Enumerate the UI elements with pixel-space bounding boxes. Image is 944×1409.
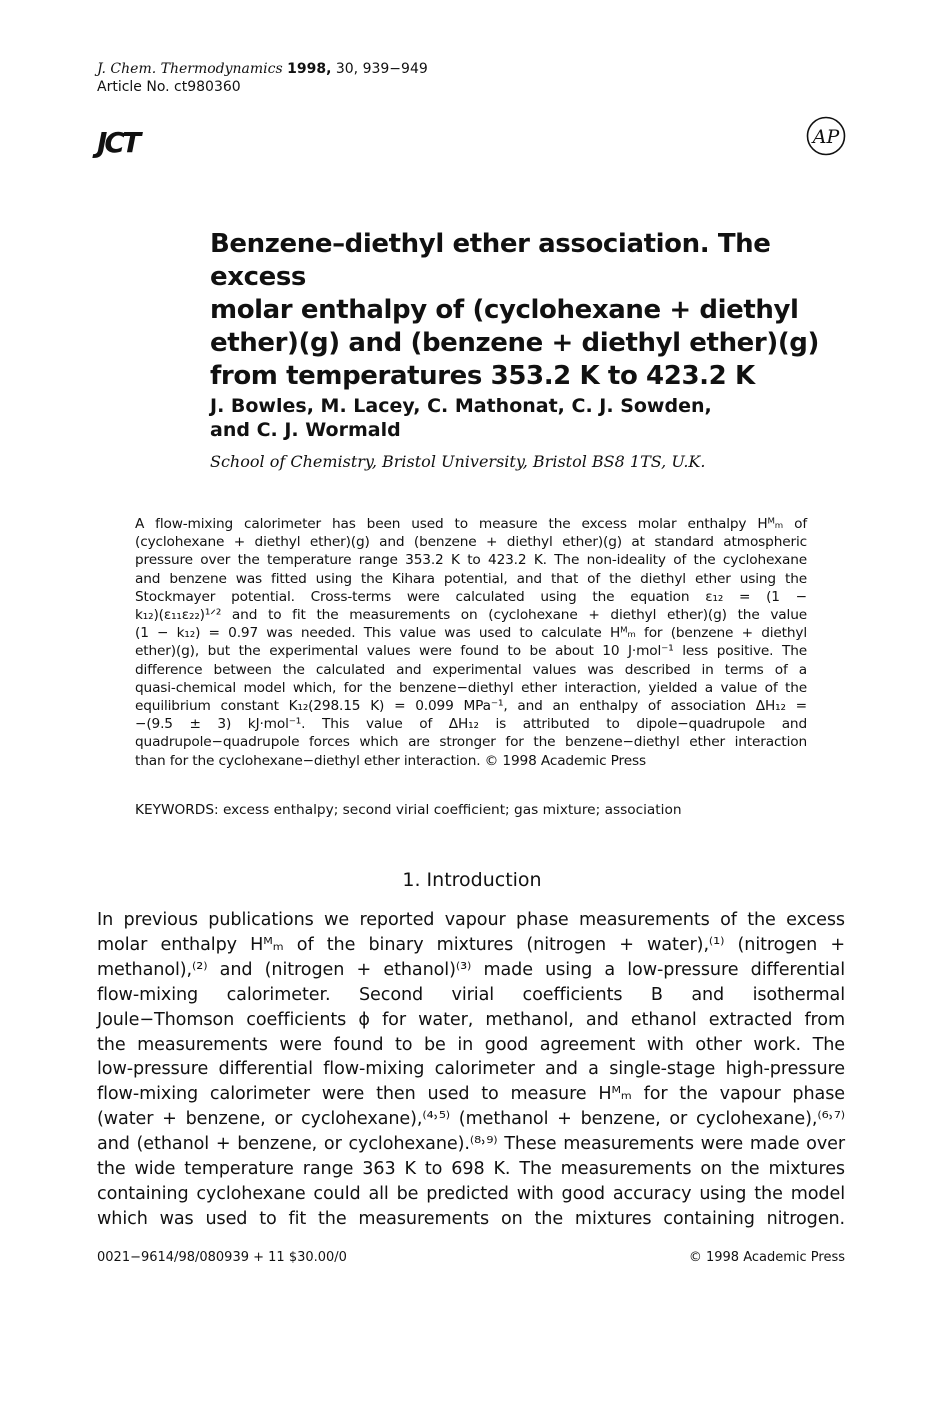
title-line: from temperatures 353.2 K to 423.2 K (210, 361, 755, 391)
body-paragraph (97, 908, 845, 1232)
body-line: the wide temperature range 363 K to 698 K. The measurements on the mixtures (97, 1159, 845, 1180)
body-line: In previous publications we reported vapour phase measurements of the excess (97, 910, 845, 930)
title-line: ether)(g) and (benzene + diethyl ether)(g) (210, 328, 819, 358)
abstract-line: difference between the calculated and experimental values was described in terms of a (135, 661, 807, 678)
body-line: which was used to fit the measurements on the mixtures containing nitrogen. (97, 1208, 845, 1229)
abstract-line: (1 − k₁₂) = 0.97 was needed. This value was used to calculate Hᴹₘ for (benzene + diethyl (135, 625, 807, 642)
section-heading: 1. Introduction (402, 869, 542, 891)
article-title (210, 228, 830, 393)
article-number: Article No. ct980360 (97, 79, 241, 95)
footer-issn-price: 0021−9614/98/080939 + 11 $30.00/0 (97, 1250, 347, 1265)
abstract-line: and benzene was fitted using the Kihara potential, and that of the diethyl ether using the (135, 570, 807, 587)
body-line: containing cyclohexane could all be predicted with good accuracy using the model (97, 1183, 845, 1204)
body-line: flow-mixing calorimeter. Second virial coefficients B and isothermal (97, 984, 845, 1005)
body-line: Joule−Thomson coefficients ϕ for water, methanol, and ethanol extracted from (97, 1009, 845, 1030)
body-line: molar enthalpy Hᴹₘ of the binary mixtures (nitrogen + water),⁽¹⁾ (nitrogen + (97, 934, 845, 955)
author-list (210, 394, 830, 442)
footer-copyright: © 1998 Academic Press (688, 1250, 845, 1265)
body-line: low-pressure differential flow-mixing calorimeter and a single-stage high-pressure (97, 1059, 845, 1080)
abstract-line: pressure over the temperature range 353.2 K to 423.2 K. The non-ideality of the cyclohexane (135, 552, 807, 569)
journal-name: J. Chem. Thermodynamics (97, 61, 283, 77)
abstract-line: ether)(g), but the experimental values were found to be about 10 J·mol⁻¹ less positive. The (135, 643, 807, 660)
publisher-logo-text: AP (812, 126, 840, 148)
abstract-line: equilibrium constant K₁₂(298.15 K) = 0.099 MPa⁻¹, and an enthalpy of association ΔH₁₂ = (135, 698, 807, 715)
abstract-line: k₁₂)(ε₁₁ε₂₂)¹ᐟ² and to fit the measurements on (cyclohexane + diethyl ether)(g) the value (135, 607, 807, 624)
abstract-line: −(9.5 ± 3) kJ·mol⁻¹. This value of ΔH₁₂ is attributed to dipole−quadrupole and (135, 716, 807, 733)
abstract-line: quadrupole−quadrupole forces which are stronger for the benzene−diethyl ether interaction (135, 734, 807, 751)
title-line: molar enthalpy of (cyclohexane + diethyl (210, 295, 799, 325)
journal-citation (97, 60, 428, 96)
abstract-line: quasi-chemical model which, for the benzene−diethyl ether interaction, yielded a value of the (135, 679, 807, 696)
journal-year: 1998, (287, 61, 332, 77)
body-line: and (ethanol + benzene, or cyclohexane).⁽⁸˒⁹⁾ These measurements were made over (97, 1134, 845, 1155)
keywords: KEYWORDS: excess enthalpy; second virial coefficient; gas mixture; association (135, 802, 682, 818)
abstract-line: Stockmayer potential. Cross-terms were calculated using the equation ε₁₂ = (1 − (135, 588, 807, 605)
abstract (135, 515, 807, 770)
abstract-line: than for the cyclohexane−diethyl ether interaction. © 1998 Academic Press (135, 752, 646, 769)
body-line: methanol),⁽²⁾ and (nitrogen + ethanol)⁽³⁾ made using a low-pressure differential (97, 959, 845, 980)
abstract-line: (cyclohexane + diethyl ether)(g) and (benzene + diethyl ether)(g) at standard atmospheric (135, 534, 807, 551)
affiliation: School of Chemistry, Bristol University, Bristol BS8 1TS, U.K. (210, 452, 706, 471)
jct-journal-logo: JCT (97, 126, 139, 159)
title-line: Benzene–diethyl ether association. The excess (210, 229, 771, 292)
journal-volume-pages: 30, 939−949 (331, 61, 428, 77)
authors-line: J. Bowles, M. Lacey, C. Mathonat, C. J. Sowden, (210, 395, 712, 417)
abstract-line: A flow-mixing calorimeter has been used to measure the excess molar enthalpy Hᴹₘ of (135, 516, 807, 532)
academic-press-logo (806, 116, 846, 156)
authors-line: and C. J. Wormald (210, 419, 401, 441)
body-line: the measurements were found to be in good agreement with other work. The (97, 1034, 845, 1055)
body-line: flow-mixing calorimeter were then used to measure Hᴹₘ for the vapour phase (97, 1084, 845, 1105)
body-line: (water + benzene, or cyclohexane),⁽⁴˒⁵⁾ (methanol + benzene, or cyclohexane),⁽⁶˒⁷⁾ (97, 1109, 845, 1130)
